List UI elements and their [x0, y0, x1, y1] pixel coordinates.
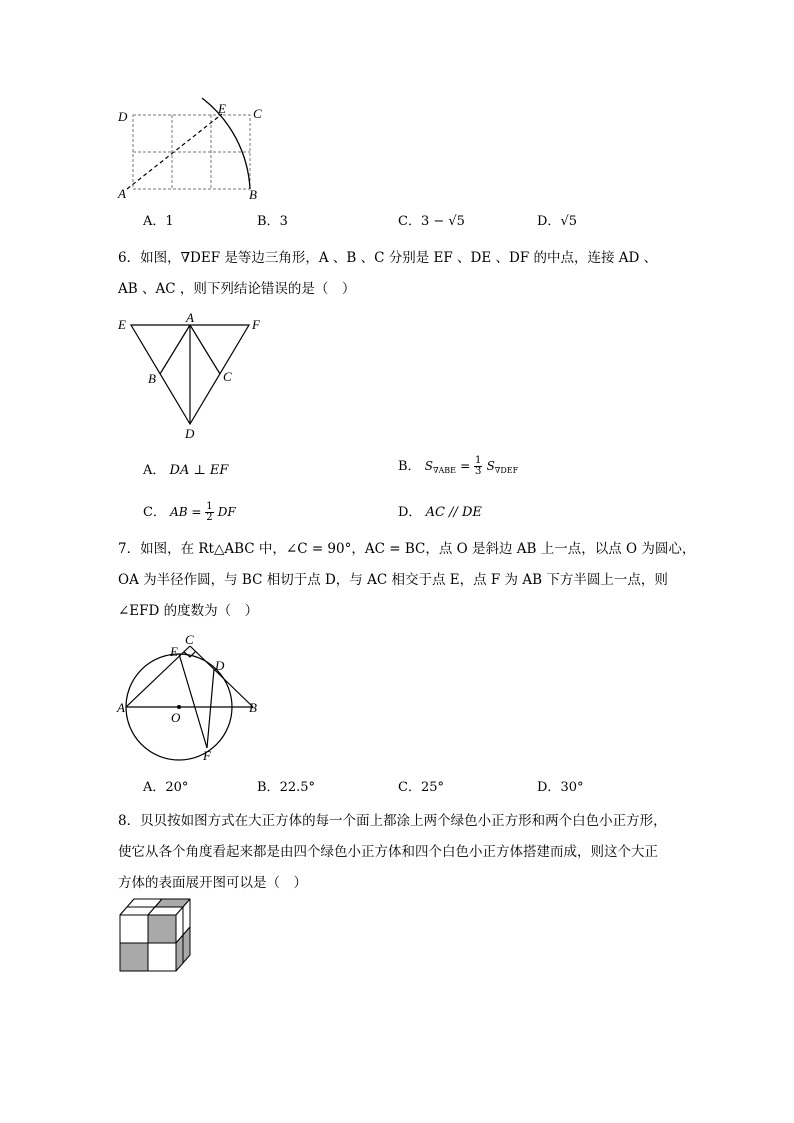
q6-segment-ab: [160, 325, 190, 374]
option-text: 3 − √5: [420, 214, 465, 229]
q7-label-f: F: [203, 748, 211, 763]
option-text: √5: [560, 214, 577, 229]
q6-label-c: C: [223, 369, 232, 384]
q5-option-c[interactable]: [398, 214, 465, 230]
q6-label-e: E: [118, 317, 126, 332]
q6-segment-ac: [190, 325, 220, 374]
option-letter: A．: [143, 780, 166, 795]
q8-cube-figure: [115, 893, 215, 988]
q6-label-f: F: [252, 317, 260, 332]
option-letter: C．: [143, 505, 166, 520]
q5-label-b: B: [249, 187, 257, 202]
q8-front-cell-tr: [148, 915, 176, 943]
q6-figure: [115, 308, 275, 443]
q8-stem-line-3: 方体的表面展开图可以是（ ）: [118, 875, 307, 891]
option-letter: C．: [398, 780, 421, 795]
option-letter: B．: [398, 459, 421, 474]
option-text: AC // DE: [425, 505, 482, 520]
q7-stem-line-2: OA 为半径作圆，与 BC 相切于点 D，与 AC 相交于点 E，点 F 为 AB 下方半圆上一点，则: [118, 572, 668, 588]
q5-figure: [115, 95, 275, 205]
q7-option-a[interactable]: [143, 780, 188, 796]
option-text: 25°: [420, 780, 444, 795]
q8-front-cell-tl: [120, 915, 148, 943]
option-letter: D．: [537, 214, 561, 229]
q6-option-c[interactable]: C． AB = $\frac{1}{2}$ DF: [143, 501, 236, 523]
q5-label-d: D: [118, 109, 128, 124]
q7-label-b: B: [249, 700, 257, 715]
q7-label-o: O: [171, 710, 181, 725]
option-letter: B．: [257, 780, 280, 795]
q6-option-b[interactable]: B． $S_{\nabla ABE}$ = $\frac{1}{3}$ $S_{\nabla DEF}$: [398, 455, 519, 477]
option-letter: C．: [398, 214, 421, 229]
q7-stem-line-1: 7．如图，在 Rt△ABC 中，∠C = 90°，AC = BC，点 O 是斜边 AB 上一点，以点 O 为圆心，: [118, 541, 696, 557]
q5-label-e: E: [218, 101, 226, 116]
option-text: 3: [279, 214, 288, 229]
q7-label-c: C: [185, 632, 194, 647]
q7-segment-cb: [190, 646, 253, 707]
q6-option-a[interactable]: [143, 463, 228, 479]
q8-front-cell-bl: [120, 943, 148, 971]
option-letter: B．: [257, 214, 280, 229]
q7-figure: [115, 632, 275, 767]
q6-label-a: A: [186, 310, 194, 325]
q8-stem-line-1: 8．贝贝按如图方式在大正方体的每一个面上都涂上两个绿色小正方形和两个白色小正方形，: [118, 813, 667, 829]
q7-option-c[interactable]: [398, 780, 444, 796]
q5-label-a: A: [118, 186, 126, 201]
q6-label-d: D: [185, 426, 195, 441]
q8-stem-line-2: 使它从各个角度看起来都是由四个绿色小正方体和四个白色小正方体搭建而成，则这个大正: [118, 844, 658, 860]
q7-segment-ef: [179, 654, 207, 748]
q8-front-cell-br: [148, 943, 176, 971]
option-letter: D．: [537, 780, 561, 795]
option-text: 1: [165, 214, 174, 229]
q5-option-b[interactable]: [257, 214, 288, 230]
q7-center-point: [177, 705, 181, 709]
option-text: DA ⊥ EF: [169, 463, 229, 478]
q5-option-a[interactable]: [143, 214, 174, 230]
q7-option-d[interactable]: [537, 780, 583, 796]
q5-option-d[interactable]: [537, 214, 577, 230]
q7-option-b[interactable]: [257, 780, 315, 796]
q5-arc: [202, 98, 250, 189]
option-text: 22.5°: [279, 780, 316, 795]
q6-stem-line-2: AB 、AC ，则下列结论错误的是（ ）: [118, 281, 356, 297]
q6-option-d[interactable]: [398, 505, 482, 521]
q6-label-b: B: [148, 371, 156, 386]
q7-segment-df: [207, 669, 214, 748]
q7-label-d: D: [215, 658, 225, 673]
q7-label-a: A: [117, 700, 125, 715]
option-letter: D．: [398, 505, 422, 520]
option-text: 20°: [165, 780, 189, 795]
q7-stem-line-3: ∠EFD 的度数为（ ）: [118, 603, 259, 619]
option-letter: A．: [143, 463, 166, 478]
option-text: 30°: [560, 780, 584, 795]
q5-label-c: C: [253, 106, 262, 121]
q7-label-e: E: [170, 644, 178, 659]
option-letter: A．: [143, 214, 166, 229]
q6-stem-line-1: 6．如图，∇DEF 是等边三角形，A 、B 、C 分别是 EF 、DE 、DF 的中点，连接 AD 、: [118, 250, 658, 266]
